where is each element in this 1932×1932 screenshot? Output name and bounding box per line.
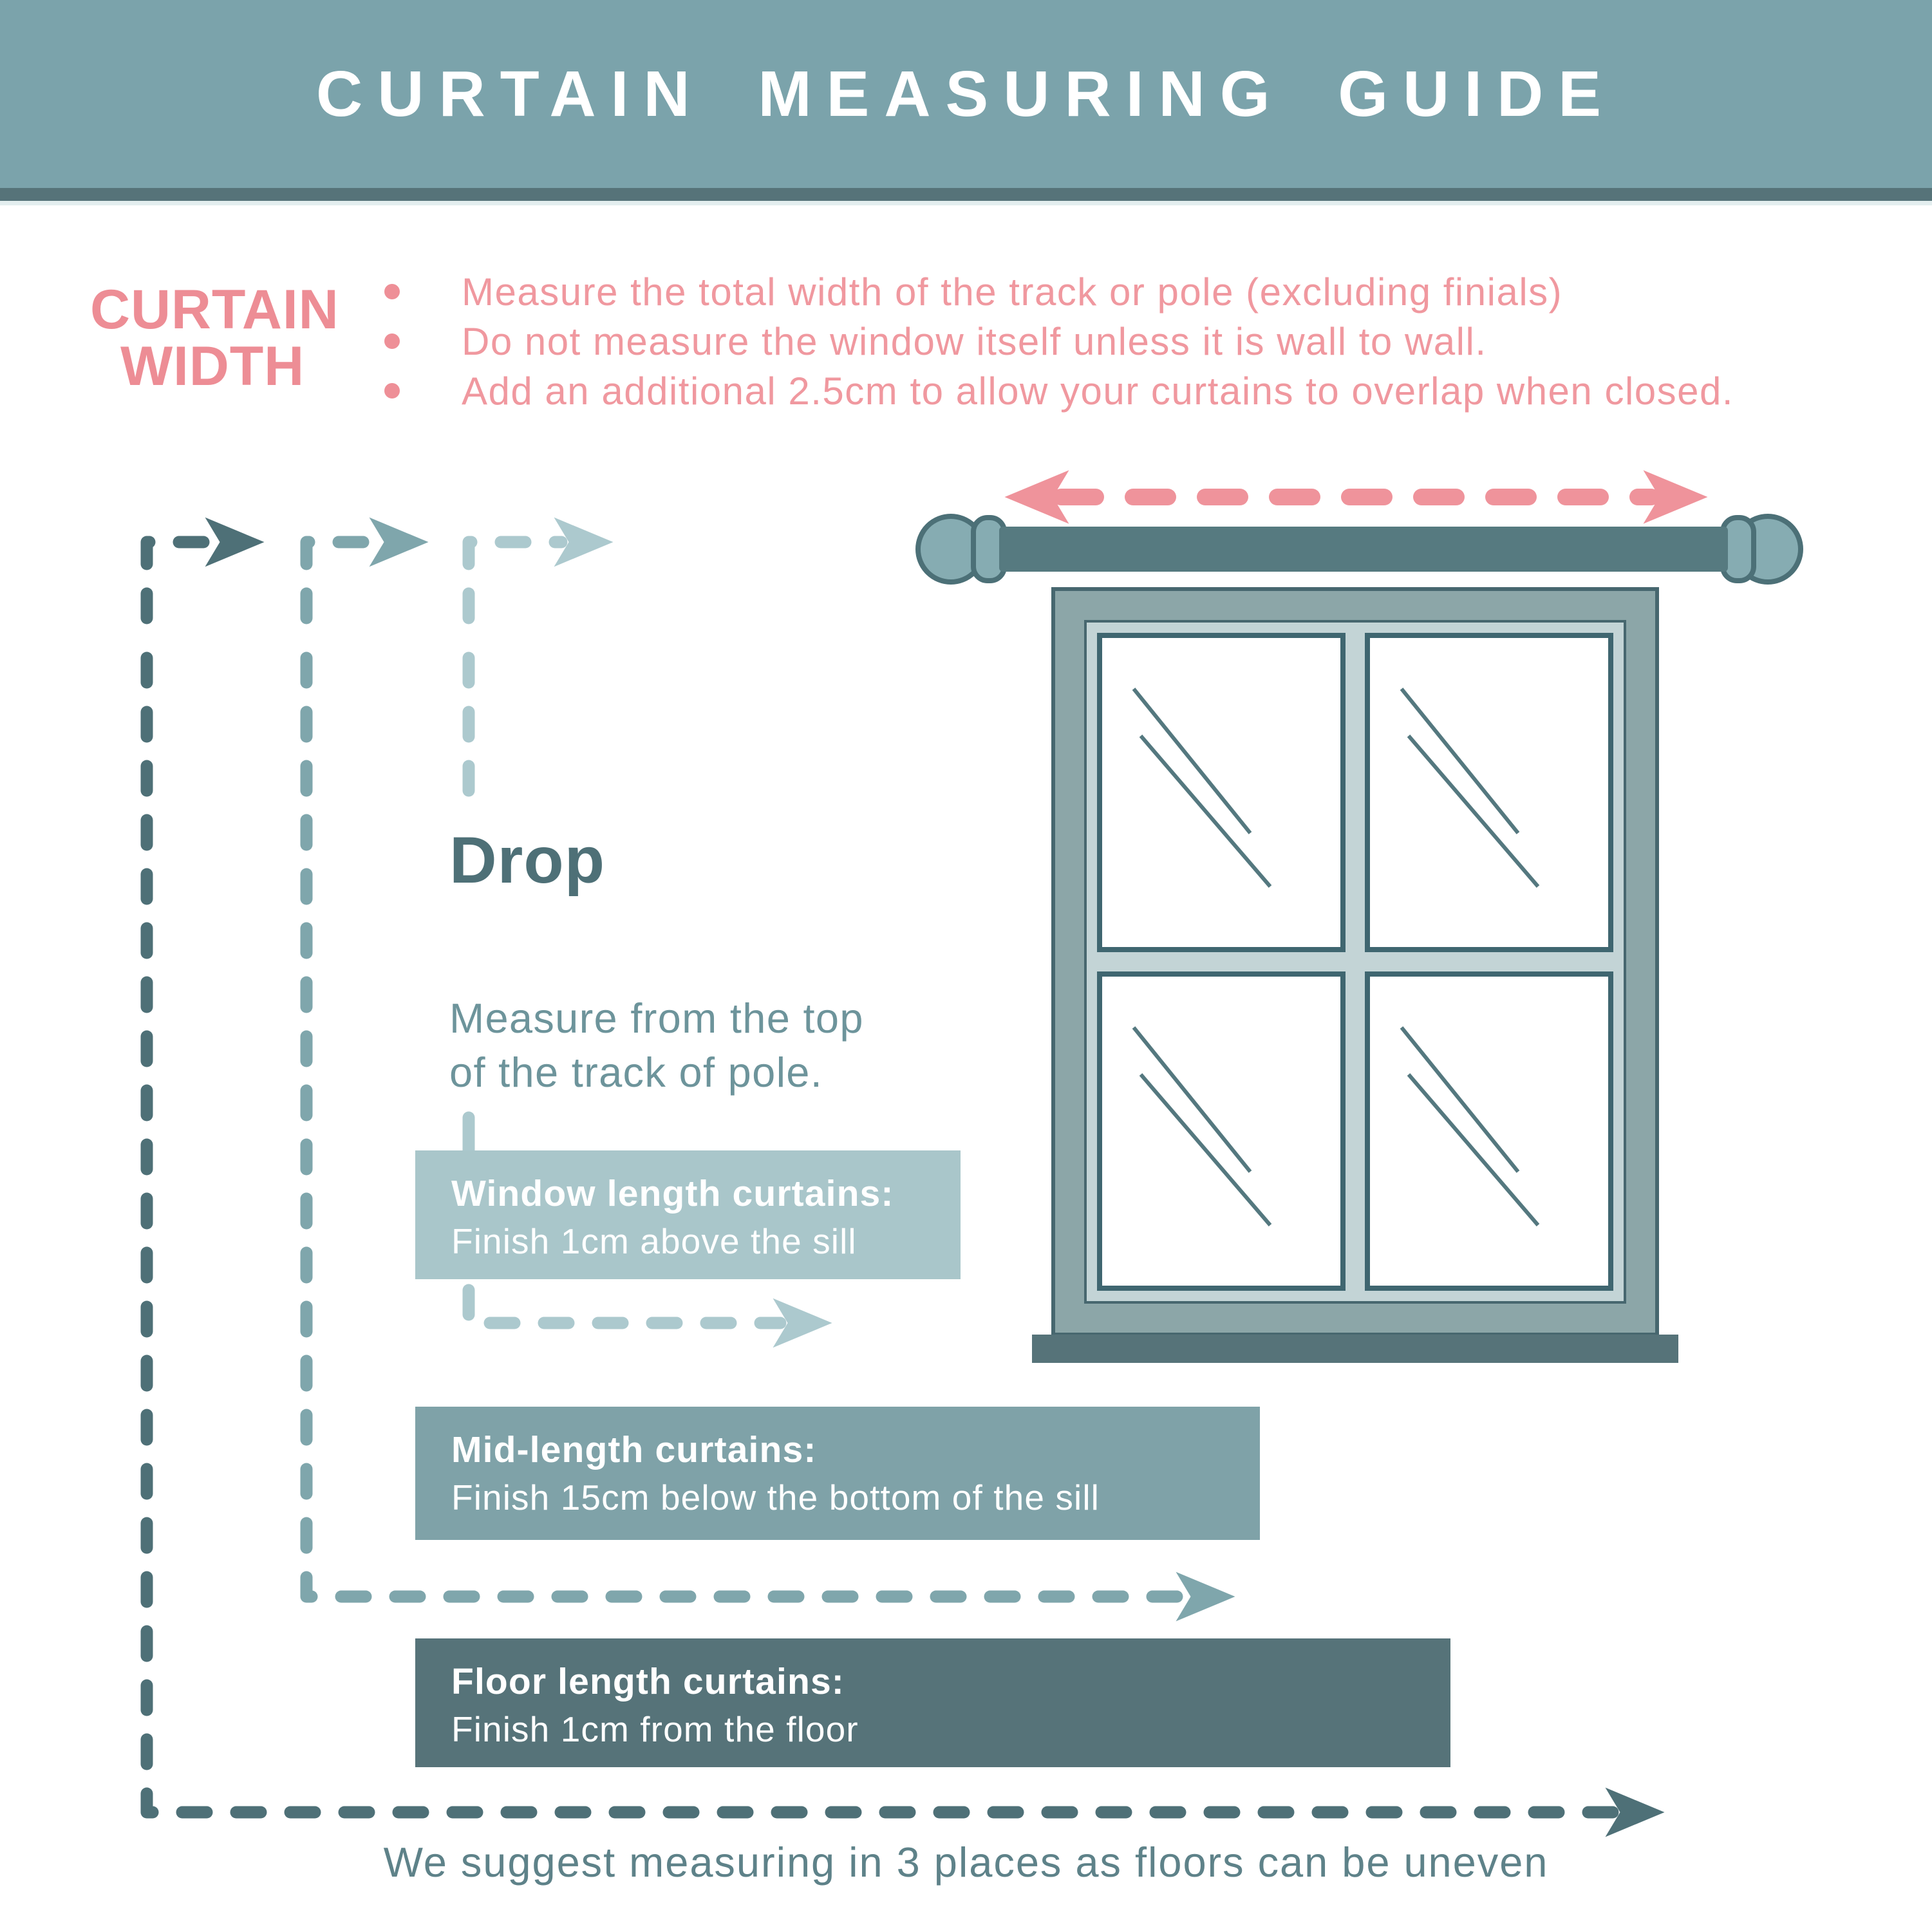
window-length-box [415,1150,961,1279]
mid-length-box-title: Mid-length curtains: [451,1429,817,1470]
mid-length-box-body: Finish 15cm below the bottom of the sill [451,1477,1100,1517]
footer-note: We suggest measuring in 3 places as floors can be uneven [383,1839,1549,1886]
pole-bar [999,527,1728,572]
window-length-box-title: Window length curtains: [451,1173,894,1214]
curtain-width-label-line2: WIDTH [120,335,305,397]
mid-length-top-arrow-icon [306,542,377,618]
drop-heading: Drop [449,823,606,897]
drop-description [449,991,864,1100]
drop-description-line2: of the track of pole. [449,1049,823,1096]
window-pane-bottom-left [1100,974,1343,1288]
floor-length-box [415,1638,1450,1767]
floor-length-box-title: Floor length curtains: [451,1661,845,1702]
floor-length-box-body: Finish 1cm from the floor [451,1709,859,1749]
window-length-measure-line-lower [469,1290,780,1323]
page-title: CURTAIN MEASURING GUIDE [316,57,1616,130]
floor-length-top-arrow-icon [147,542,212,618]
window-pane-bottom-right [1367,974,1611,1288]
drop-description-line1: Measure from the top [449,995,864,1042]
window-illustration [1032,589,1678,1363]
curtain-pole [918,516,1801,582]
bullet-item: Do not measure the window itself unless it is wall to wall. [377,317,1909,366]
window-length-box-body: Finish 1cm above the sill [451,1221,857,1261]
window-length-top-arrow-icon [469,542,561,618]
mid-length-box [415,1407,1260,1540]
window-pane-top-left [1100,635,1343,950]
bullet-item: Add an additional 2.5cm to allow your curtains to overlap when closed. [377,366,1909,416]
window-sill [1032,1335,1678,1363]
curtain-width-label-line1: CURTAIN [90,279,339,341]
bullet-item: Measure the total width of the track or pole (excluding finials) [377,267,1909,317]
window-pane-top-right [1367,635,1611,950]
